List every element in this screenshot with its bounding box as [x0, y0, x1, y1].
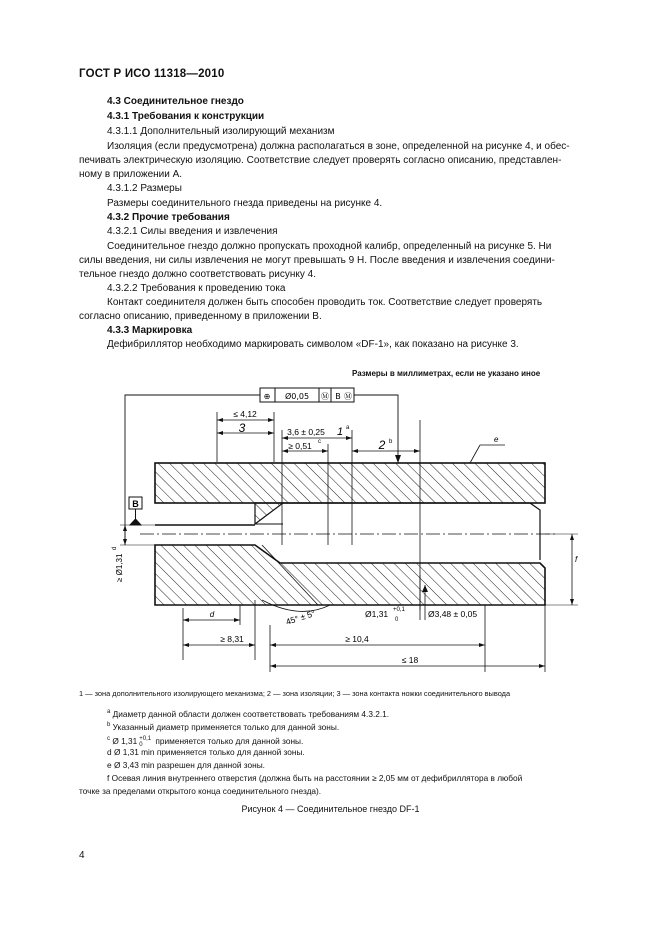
tol-position-symbol: ⊕ [263, 392, 271, 401]
tol-mmc-1: Ⓜ [321, 392, 329, 401]
paragraph-1-line-1: Изоляция (если предусмотрена) должна располагаться в зоне, определенной на рисунке 4, и обес- [107, 141, 570, 152]
tol-value: Ø0,05 [284, 392, 310, 401]
dim-0-51-sup: c [318, 439, 321, 445]
chamfer-upper [255, 503, 283, 524]
note-a: $^a$ Диаметр данной области должен соответствовать требованиям 4.3.2.1. [107, 708, 390, 719]
note-e-marker: e [494, 435, 499, 444]
heading-4-3-1-1: 4.3.1.1 Дополнительный изолирующий механизм [107, 126, 335, 137]
paragraph-2: Размеры соединительного гнезда приведены на рисунке 4. [107, 198, 383, 209]
datum-triangle [130, 509, 141, 525]
heading-4-3-1: 4.3.1 Требования к конструкции [107, 111, 265, 122]
note-e: e Ø 3,43 min разрешен для данной зоны. [107, 760, 265, 770]
page-header-title: ГОСТ Р ИСО 11318—2010 [79, 68, 225, 80]
heading-4-3-3: 4.3.3 Маркировка [107, 325, 193, 336]
datum-label: B [132, 499, 139, 509]
zone-1-sup: a [346, 425, 350, 431]
dim-bore-tol-up: +0,1 [393, 607, 405, 613]
dim-4-12: ≤ 4,12 [233, 409, 257, 419]
paragraph-3-line-1: Соединительное гнездо должно пропускать проходной калибр, определенный на рисунке 5. Ни [107, 241, 552, 252]
dim-1-31-left-sup: d [112, 546, 118, 550]
paragraph-4-line-1: Контакт соединителя должен быть способен проводить ток. Соответствие следует проверять [107, 297, 543, 308]
dim-10-4: ≥ 10,4 [345, 634, 369, 644]
heading-4-3-2-2: 4.3.2.2 Требования к проведению тока [107, 283, 286, 294]
inner-bore-outline [283, 503, 540, 560]
note-f-line-2: точке за пределами открытого конца соединительного гнезда). [79, 786, 322, 796]
note-f-line-1: f Осевая линия внутреннего отверстия (должна быть на расстоянии ≥ 2,05 мм от дефибриллятора в любой [107, 773, 523, 783]
tol-datum: B [335, 392, 341, 401]
zone-3-label: 3 [238, 421, 246, 435]
note-c: $^c$ Ø 1,31 +0,1 0 применяется только для данной зоны. [107, 735, 304, 748]
heading-4-3-1-2: 4.3.1.2 Размеры [107, 183, 182, 194]
zone-1-label: 1 [336, 426, 344, 438]
dim-1-31-left: ≥ Ø1,31 [115, 553, 124, 582]
zone-2-label: 2 [378, 438, 386, 452]
paragraph-3-line-2: силы введения, ни силы извлечения не могут превышать 9 Н. После введения и извлечения соедини- [79, 255, 555, 266]
dim-3-6: 3,6 ± 0,25 [287, 427, 325, 437]
upper-wall-section [155, 463, 545, 503]
page-number: 4 [79, 850, 85, 861]
note-f-marker: f [575, 555, 578, 564]
dim-3-48: Ø3,48 ± 0,05 [428, 609, 478, 619]
note-d: d Ø 1,31 min применяется только для данной зоны. [107, 747, 305, 757]
tol-leader-right [354, 395, 398, 463]
paragraph-1-line-2: печивать электрическую изоляцию. Соответствие следует проверять согласно описанию, представлен- [79, 155, 562, 166]
tol-mmc-2: Ⓜ [344, 392, 352, 401]
paragraph-4-line-2: согласно описанию, приведенному в приложении В. [79, 311, 322, 322]
note-d-marker: d [209, 610, 215, 619]
paragraph-3-line-3: тельное гнездо должно соответствовать рисунку 4. [79, 269, 317, 280]
heading-4-3-2-1: 4.3.2.1 Силы введения и извлечения [107, 226, 278, 237]
dim-bore: Ø1,31 [365, 609, 389, 619]
dim-18: ≤ 18 [401, 655, 419, 665]
heading-4-3-2: 4.3.2 Прочие требования [107, 212, 230, 223]
dim-0-51: ≥ 0,51 [288, 441, 312, 451]
note-b: $^b$ Указанный диаметр применяется только для данной зоны. [107, 721, 340, 732]
lower-wall-section [155, 545, 545, 605]
zone-2-sup: b [389, 439, 393, 445]
units-note: Размеры в миллиметрах, если не указано иное [352, 369, 541, 378]
figure-caption: Рисунок 4 — Соединительное гнездо DF-1 [241, 804, 420, 814]
paragraph-5: Дефибриллятор необходимо маркировать символом «DF-1», как показано на рисунке 3. [107, 339, 519, 350]
figure-legend: 1 — зона дополнительного изолирующего механизма; 2 — зона изоляции; 3 — зона контакта ножки соединительного вывода [79, 689, 511, 698]
dim-angle: 45° ± 5° [284, 608, 317, 627]
heading-4-3: 4.3 Соединительное гнездо [107, 96, 244, 107]
dim-8-31: ≥ 8,31 [220, 634, 244, 644]
paragraph-1-line-3: ному в приложении А. [79, 169, 183, 180]
dim-bore-tol-low: 0 [395, 617, 399, 623]
